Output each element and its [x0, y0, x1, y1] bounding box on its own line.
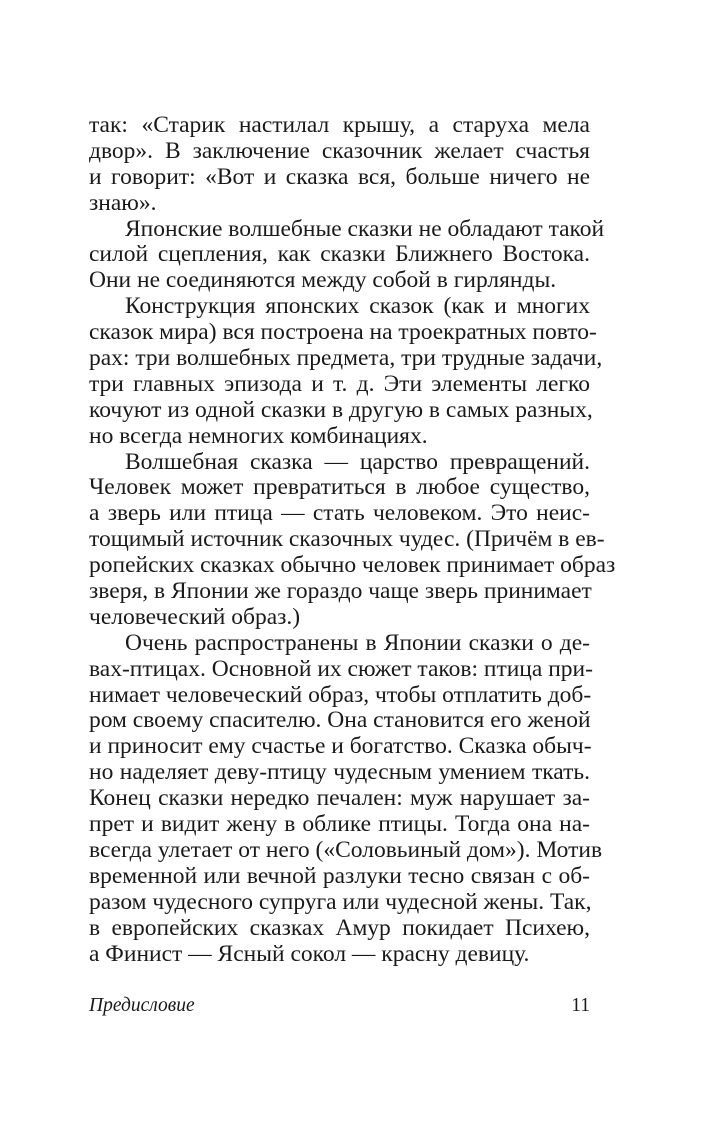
text-line: но всегда немногих комбинациях. [89, 422, 428, 449]
text-line: а Финист — Ясный сокол — красну девицу. [89, 940, 530, 967]
text-line: зверя, в Японии же гораздо чаще зверь принимает [89, 578, 592, 605]
paragraph [89, 113, 590, 217]
text-line: тощимый источник сказочных чудес. (Причём в ев- [89, 526, 605, 553]
text-line: Они не соединяются между собой в гирлянды. [89, 267, 557, 294]
text-line: и приносит ему счастье и богатство. Сказка обыч- [89, 733, 592, 760]
text-line: нимает человеческий образ, чтобы отплатить доб- [89, 681, 592, 708]
text-line: Волшебная сказка — царство превращений. [125, 448, 590, 475]
body-text [89, 112, 616, 967]
page-footer [89, 995, 590, 1023]
text-line: ром своему спасителю. Она становится его женой [89, 707, 591, 734]
text-line: Очень распространены в Японии сказки о де- [125, 629, 590, 656]
text-line: сказок мира) вся построена на троекратных повто- [89, 319, 597, 346]
paragraph [89, 293, 603, 449]
text-line: Конструкция японских сказок (как и многих [125, 293, 590, 320]
text-line: и говорит: «Вот и сказка вся, больше ничего не [89, 163, 590, 190]
paragraph [89, 215, 605, 295]
text-line: силой сцепления, как сказки Ближнего Востока. [89, 241, 590, 268]
text-line: Конец сказки нередко печален: муж нарушает за- [89, 785, 590, 812]
text-line: но наделяет деву-птицу чудесным умением ткать. [89, 759, 590, 786]
text-line: Японские волшебные сказки не обладают такой [125, 215, 605, 242]
text-line: прет и видит жену в облике птицы. Тогда она на- [89, 811, 590, 838]
text-line: вах-птицах. Основной их сюжет таков: птица при- [89, 655, 593, 682]
text-line: знаю». [89, 189, 157, 216]
text-line: рах: три волшебных предмета, три трудные задачи, [89, 345, 603, 372]
paragraph [89, 629, 603, 968]
text-line: три главных эпизода и т. д. Эти элементы легко [89, 370, 590, 397]
text-line: так: «Старик настилал крышу, а старуха мела [89, 112, 590, 138]
text-line: ропейских сказках обычно человек принимает образ [89, 552, 616, 579]
text-line: двор». В заключение сказочник желает счастья [89, 137, 590, 164]
text-line: в европейских сказках Амур покидает Психею, [89, 914, 590, 941]
page-number: 11 [571, 995, 590, 1016]
text-line: разом чудесного супруга или чудесной жены. Так, [89, 888, 592, 915]
text-line: временной или вечной разлуки тесно связан с об- [89, 862, 590, 889]
text-line: человеческий образ.) [89, 603, 301, 630]
text-line: Человек может превратиться в любое существо, [89, 474, 590, 501]
running-head: Предисловие [89, 995, 195, 1016]
text-line: всегда улетает от него («Соловьиный дом»). Мотив [89, 836, 603, 863]
text-line: кочуют из одной сказки в другую в самых разных, [89, 396, 593, 423]
text-line: а зверь или птица — стать человеком. Это неис- [89, 500, 590, 527]
paragraph [89, 448, 616, 631]
